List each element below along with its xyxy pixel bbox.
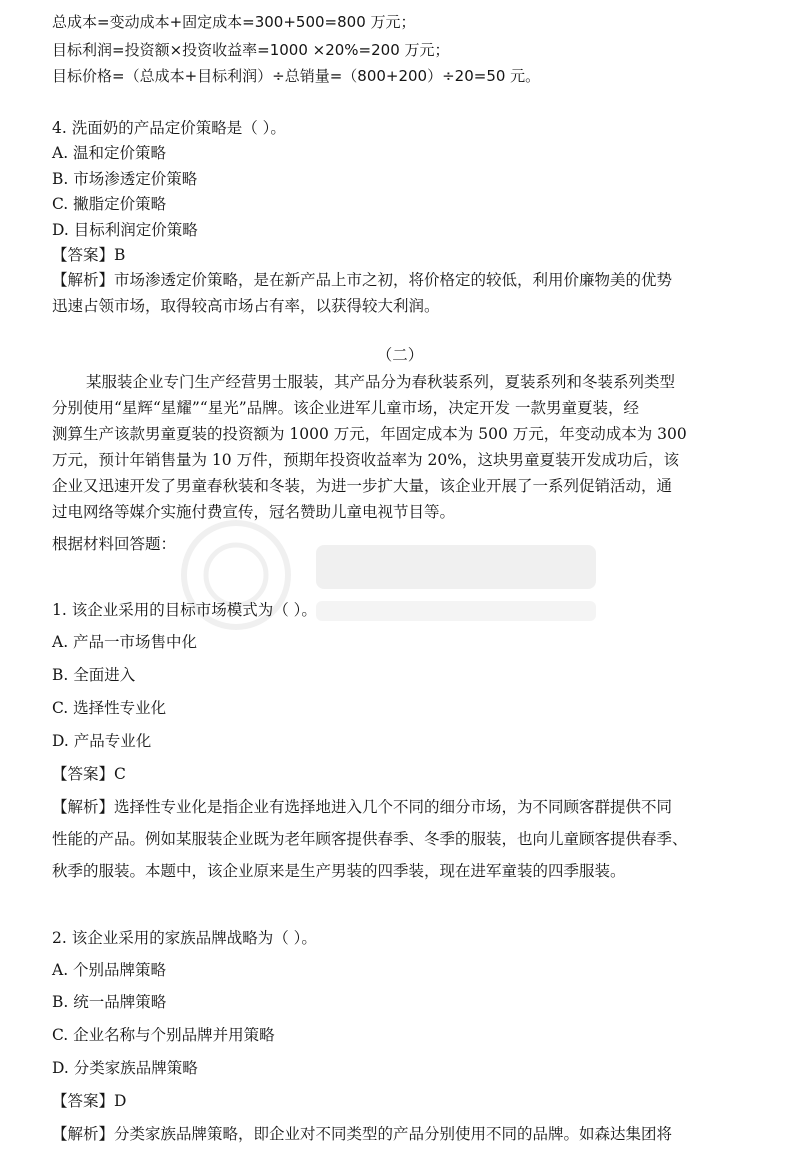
q1-option-a: A. 产品一市场售中化 (52, 633, 198, 651)
q4-option-d: D. 目标利润定价策略 (52, 221, 198, 239)
q1-analysis-line3: 秋季的服装。本题中，该企业原来是生产男装的四季装，现在进军童装的四季服装。 (52, 862, 626, 880)
q4-stem: 4. 洗面奶的产品定价策略是（ ）。 (52, 119, 286, 137)
q1-answer: 【答案】C (52, 765, 126, 783)
q2-analysis-line1: 【解析】分类家族品牌策略，即企业对不同类型的产品分别使用不同的品牌。如森达集团将 (52, 1125, 673, 1143)
q4-answer: 【答案】B (52, 246, 126, 264)
q1-option-c: C. 选择性专业化 (52, 699, 167, 717)
q1-option-b: B. 全面进入 (52, 666, 136, 684)
q1-stem: 1. 该企业采用的目标市场模式为（ ）。 (52, 601, 317, 619)
section-heading: （二） (376, 346, 424, 364)
q4-analysis-line2: 迅速占领市场，取得较高市场占有率，以获得较大利润。 (52, 297, 440, 315)
material-paragraph-line5: 企业又迅速开发了男童春秋装和冬装，为进一步扩大量，该企业开展了一系列促销活动，通 (52, 477, 673, 495)
calc-total-cost: 总成本=变动成本+固定成本=300+500=800 万元； (52, 13, 416, 31)
material-paragraph-line1: 某服装企业专门生产经营男士服装，其产品分为春秋装系列，夏装系列和冬装系列类型 (86, 373, 676, 391)
material-paragraph-line2: 分别使用“星辉“星耀”“星光”品牌。该企业进军儿童市场，决定开发 一款男童夏装，经 (52, 399, 640, 417)
q2-option-a: A. 个别品牌策略 (52, 961, 167, 979)
q1-option-d: D. 产品专业化 (52, 732, 152, 750)
material-prompt: 根据材料回答题： (52, 535, 177, 553)
material-paragraph-line4: 万元，预计年销售量为 10 万件，预期年投资收益率为 20%，这块男童夏装开发成功后，该 (52, 451, 679, 469)
q4-option-b: B. 市场渗透定价策略 (52, 170, 198, 188)
q2-option-d: D. 分类家族品牌策略 (52, 1059, 198, 1077)
q2-answer: 【答案】D (52, 1092, 127, 1110)
material-paragraph-line6: 过电网络等媒介实施付费宣传，冠名赞助儿童电视节目等。 (52, 503, 456, 521)
calc-target-price: 目标价格=（总成本+目标利润）÷总销量=（800+200）÷20=50 元。 (52, 67, 541, 85)
q1-analysis-line2: 性能的产品。例如某服装企业既为老年顾客提供春季、冬季的服装，也向儿童顾客提供春季、 (52, 830, 688, 848)
q2-stem: 2. 该企业采用的家族品牌战略为（ ）。 (52, 929, 317, 947)
watermark-logo (176, 505, 616, 645)
q4-analysis-line1: 【解析】市场渗透定价策略，是在新产品上市之初，将价格定的较低，利用价廉物美的优势 (52, 271, 673, 289)
calc-target-profit: 目标利润=投资额×投资收益率=1000 ×20%=200 万元； (52, 41, 450, 59)
q1-analysis-line1: 【解析】选择性专业化是指企业有选择地进入几个不同的细分市场，为不同顾客群提供不同 (52, 798, 673, 816)
q2-option-c: C. 企业名称与个别品牌并用策略 (52, 1026, 275, 1044)
q4-option-c: C. 撇脂定价策略 (52, 195, 167, 213)
material-paragraph-line3: 测算生产该款男童夏装的投资额为 1000 万元，年固定成本为 500 万元，年变动成本为 300 (52, 425, 687, 443)
q2-option-b: B. 统一品牌策略 (52, 993, 167, 1011)
q4-option-a: A. 温和定价策略 (52, 144, 167, 162)
